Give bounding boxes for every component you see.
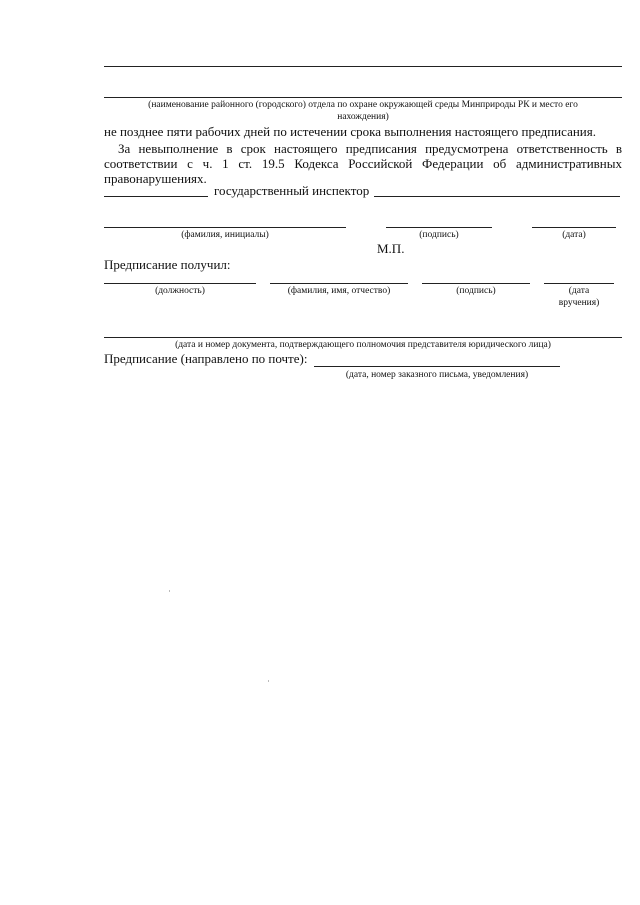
inspector-signature-line: [386, 227, 492, 228]
top-rule: [104, 66, 622, 67]
recipient-heading: Предписание получил:: [104, 257, 231, 272]
recipient-signature-caption: (подпись): [456, 286, 496, 296]
recipient-position-line: [104, 283, 256, 284]
inspector-signature-caption: (подпись): [419, 230, 459, 240]
deadline-text: не позднее пяти рабочих дней по истечении срока выполнения настоящего предписания.: [104, 124, 596, 139]
inspector-name-caption: (фамилия, инициалы): [181, 230, 269, 240]
recipient-date-caption-line1: (дата: [568, 286, 590, 296]
recipient-fullname-caption: (фамилия, имя, отчество): [287, 286, 391, 296]
department-fill-line: [104, 97, 622, 98]
inspector-department-line: [374, 196, 620, 197]
liability-paragraph: За невыполнение в срок настоящего предписания предусмотрена ответственность в соответствии с ч. 1 ст. 19.5 Кодекса Российской Федерации об административных правонарушениях.: [104, 141, 622, 186]
stamp-label: М.П.: [377, 241, 405, 256]
recipient-fullname-line: [270, 283, 408, 284]
scan-speck: [268, 680, 269, 682]
department-caption-line2: нахождения): [337, 112, 389, 122]
postal-caption: (дата, номер заказного письма, уведомления): [345, 370, 529, 380]
inspector-date-caption: (дата): [562, 230, 586, 240]
recipient-date-caption-line2: вручения): [558, 298, 600, 308]
scan-speck: [169, 590, 170, 592]
recipient-position-caption: (должность): [155, 286, 205, 296]
postal-fill-line: [314, 366, 560, 367]
authority-document-line: [104, 337, 622, 338]
inspector-title: государственный инспектор: [214, 183, 370, 198]
recipient-date-line: [544, 283, 614, 284]
recipient-signature-line: [422, 283, 530, 284]
authority-document-caption: (дата и номер документа, подтверждающего полномочия представителя юридического лица): [175, 340, 551, 350]
department-caption-line1: (наименование районного (городского) отдела по охране окружающей среды Минприроды РК и место его: [148, 100, 578, 110]
inspector-position-line: [104, 196, 208, 197]
inspector-date-line: [532, 227, 616, 228]
inspector-name-line: [104, 227, 346, 228]
postal-label: Предписание (направлено по почте):: [104, 351, 308, 366]
